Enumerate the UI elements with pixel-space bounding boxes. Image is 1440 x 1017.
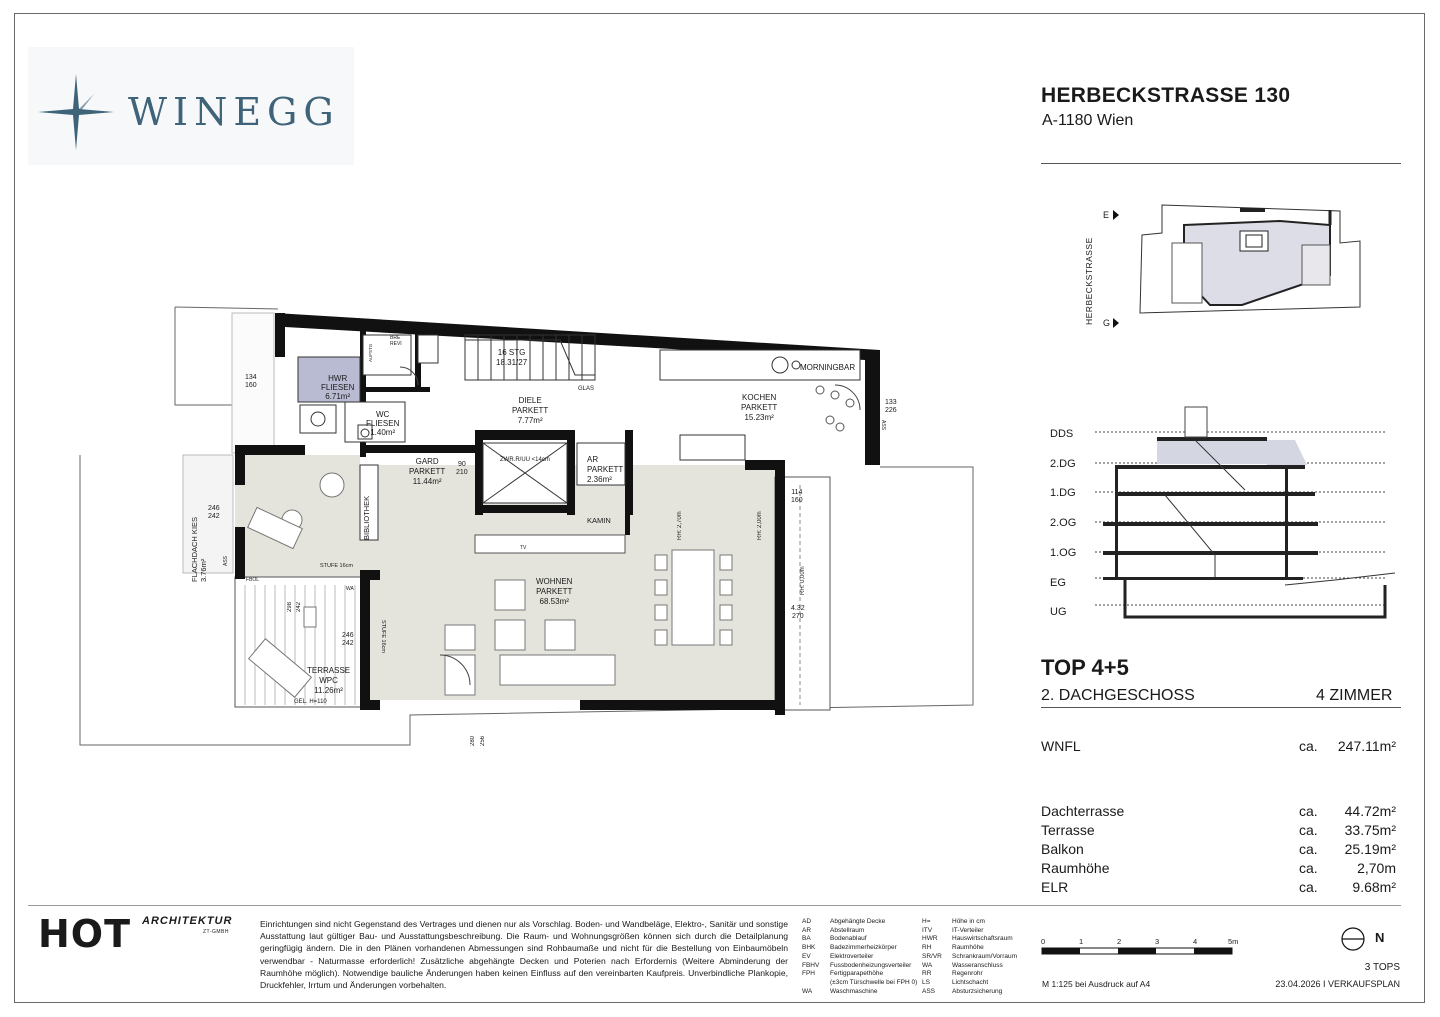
scale-tick: 1: [1079, 937, 1084, 946]
building-section: [1095, 395, 1405, 625]
extra-ca: ca.: [1299, 822, 1318, 838]
step-label: STUFE 16cm: [320, 563, 354, 569]
kamin-label: KAMIN: [587, 516, 611, 525]
project-address: HERBECKSTRASSE 130: [1041, 84, 1291, 107]
dimension-label: 256: [480, 735, 486, 746]
scale-tick: 5m: [1228, 937, 1239, 946]
room-height-label: RH: 2,00m: [757, 511, 763, 540]
dimension-label: 280: [470, 735, 476, 746]
extra-label: Dachterrasse: [1041, 803, 1125, 819]
room-label-hwr: HWR FLIESEN 6.71m²: [321, 374, 355, 401]
site-marker-g: G: [1103, 318, 1111, 328]
extra-value: 2,70m: [1357, 860, 1396, 876]
fbol-label: FBOL: [246, 577, 260, 583]
architect-sub2: ZT-GMBH: [203, 929, 229, 935]
divider: [1041, 163, 1401, 164]
room-label-ar: AR PARKETT 2.36m²: [587, 455, 624, 484]
room-label-flachdach: FLACHDACH KIES 3.76m²: [190, 516, 208, 582]
unit-title: TOP 4+5: [1041, 655, 1129, 680]
ass-label: ASS: [880, 420, 886, 431]
extra-value: 25.19m²: [1344, 841, 1396, 857]
scale-tick: 3: [1155, 937, 1160, 946]
stairs-label: 16 STG 18.31/27: [496, 348, 528, 367]
extra-label: Raumhöhe: [1041, 860, 1110, 876]
dimension-label: 246 242: [208, 505, 220, 520]
aufstg-label: AUFSTG: [368, 343, 373, 362]
dimension-label: 242: [296, 601, 302, 612]
extra-ca: ca.: [1299, 860, 1318, 876]
scale-tick: 2: [1117, 937, 1122, 946]
area-label: WNFL: [1041, 738, 1081, 754]
railing-height-label: GEL. H=110: [294, 699, 327, 705]
brand-logo: WINEGG: [128, 90, 340, 134]
room-label-wohnen: WOHNEN PARKETT 68.53m²: [536, 577, 573, 606]
glas-label: GLAS: [578, 386, 595, 392]
extra-label: Terrasse: [1041, 822, 1095, 838]
site-marker-e: E: [1103, 210, 1110, 220]
room-label-diele: DIELE PARKETT 7.77m²: [512, 396, 549, 425]
extra-label: Balkon: [1041, 841, 1084, 857]
dimension-label: 134 160: [245, 374, 257, 389]
dimension-label: 114 160: [791, 489, 803, 504]
dimension-label: 133 226: [885, 399, 897, 414]
step-label: STUFE 16cm: [380, 620, 386, 654]
dimension-label: 90 210: [456, 461, 468, 476]
unit-rooms: 4 ZIMMER: [1316, 687, 1393, 704]
footer-divider: [28, 905, 1401, 906]
abbreviation-list-left: AD Abgehängte Decke AR Abstellraum BA Bodenablauf BHK Badezimmerheizkörper EV Elektroverteiler FBHV Fussbodenheizungsverteiler FPH Fertigparapethöhe (±3cm Türschwelle bei FPH 0) WA Waschmaschine: [802, 918, 918, 995]
level-label: 1.DG: [1050, 487, 1076, 500]
room-label-gard: GARD PARKETT 11.44m²: [409, 457, 446, 486]
area-ca: ca.: [1299, 738, 1318, 754]
area-value: 247.11m²: [1337, 738, 1396, 754]
level-label: UG: [1050, 606, 1067, 619]
extra-label: ELR: [1041, 879, 1069, 895]
extra-value: 44.72m²: [1344, 803, 1396, 819]
compass-star-icon: [36, 72, 116, 152]
arrow-right-icon: [1113, 210, 1119, 220]
wa-label: WA: [346, 586, 354, 592]
room-label-wc: WC FLIESEN 1.40m²: [366, 410, 400, 437]
lift-label: ZWR.R/UU <14cm: [500, 457, 550, 463]
scale-bar: [1040, 946, 1240, 958]
level-label: 2.OG: [1050, 517, 1077, 530]
extra-ca: ca.: [1299, 879, 1318, 895]
divider: [1041, 707, 1401, 708]
extra-value: 9.68m²: [1352, 879, 1396, 895]
tv-label: TV: [520, 545, 527, 551]
unit-floor: 2. DACHGESCHOSS: [1041, 687, 1195, 704]
bre-revi-label: BRE REVI: [390, 335, 402, 347]
scale-note: M 1:125 bei Ausdruck auf A4: [1042, 979, 1151, 989]
room-height-label: RH: 0,00m: [800, 566, 806, 595]
architect-sub: ARCHITEKTUR: [142, 915, 233, 927]
level-label: DDS: [1050, 428, 1074, 440]
dimension-label: 298: [287, 601, 293, 612]
project-city: A-1180 Wien: [1042, 112, 1134, 129]
north-label: N: [1375, 930, 1385, 945]
bibliothek-label: BIBLIOTHEK: [362, 495, 371, 540]
dimension-label: 4.32 270: [791, 605, 805, 620]
disclaimer-text: Einrichtungen sind nicht Gegenstand des Vertrages und dienen nur als Vorschlag. Boden- und Wandbeläge, Elektro-, Sanitär und sonstige Ausstattung laut gültiger Bau- und Ausstattungsbeschreibung. Die Raum- und Wohnungsgrößen können sich durch die Detailplanung geringfügig ändern. Die in den Plänen vorhandenen Abmessungen sind Rohbaumaße und nicht für die Bestellung von Einbaumöbeln verwendbar - Naturmasse erforderlich! Zusätzliche abgehängte Decken und Poterien nach Erfordernis (Weitere Abminderung der Raumhöhe möglich). Notwendige bauliche Änderungen haben keinen Einfluss auf den vereinbarten Kaufpreis. Unverbindliche Plankopie, Druckfehler, Irrtum und Änderungen vorbehalten.: [260, 919, 788, 991]
scale-tick: 4: [1193, 937, 1198, 946]
dimension-label: 246 242: [342, 632, 354, 647]
architect-logo: HOT: [38, 912, 132, 956]
level-label: EG: [1050, 576, 1066, 589]
level-label: 2.DG: [1050, 457, 1076, 470]
arrow-right-icon: [1113, 318, 1119, 328]
tops-count: 3 TOPS: [1364, 962, 1400, 973]
ass-label: ASS: [223, 555, 229, 566]
scale-tick: 0: [1041, 937, 1046, 946]
room-height-label: RH: 2,70m: [677, 511, 683, 540]
date-plan: 23.04.2026 I VERKAUFSPLAN: [1275, 979, 1400, 989]
section-level-list: [1050, 420, 1076, 628]
site-plan: [1090, 195, 1400, 335]
morningbar-label: MORNINGBAR: [800, 363, 856, 372]
level-label: 1.OG: [1050, 546, 1077, 559]
room-label-kochen: KOCHEN PARKETT 15.23m²: [741, 393, 778, 422]
north-arrow-icon: [1340, 926, 1370, 952]
extra-ca: ca.: [1299, 841, 1318, 857]
room-label-terrasse: TERRASSE WPC 11.26m²: [307, 666, 351, 695]
extra-ca: ca.: [1299, 803, 1318, 819]
street-label: HERBECKSTRASSE: [1084, 237, 1094, 325]
extra-value: 33.75m²: [1344, 822, 1396, 838]
abbreviation-list-right: H= Höhe in cm ITV IT-Verteiler HWR Hauswirtschaftsraum RH Raumhöhe SR/VR Schrankraum/Vorraum WA Wasseranschluss RR Regenrohr LS Lichtschacht ASS Absturzsicherung: [922, 918, 1018, 995]
